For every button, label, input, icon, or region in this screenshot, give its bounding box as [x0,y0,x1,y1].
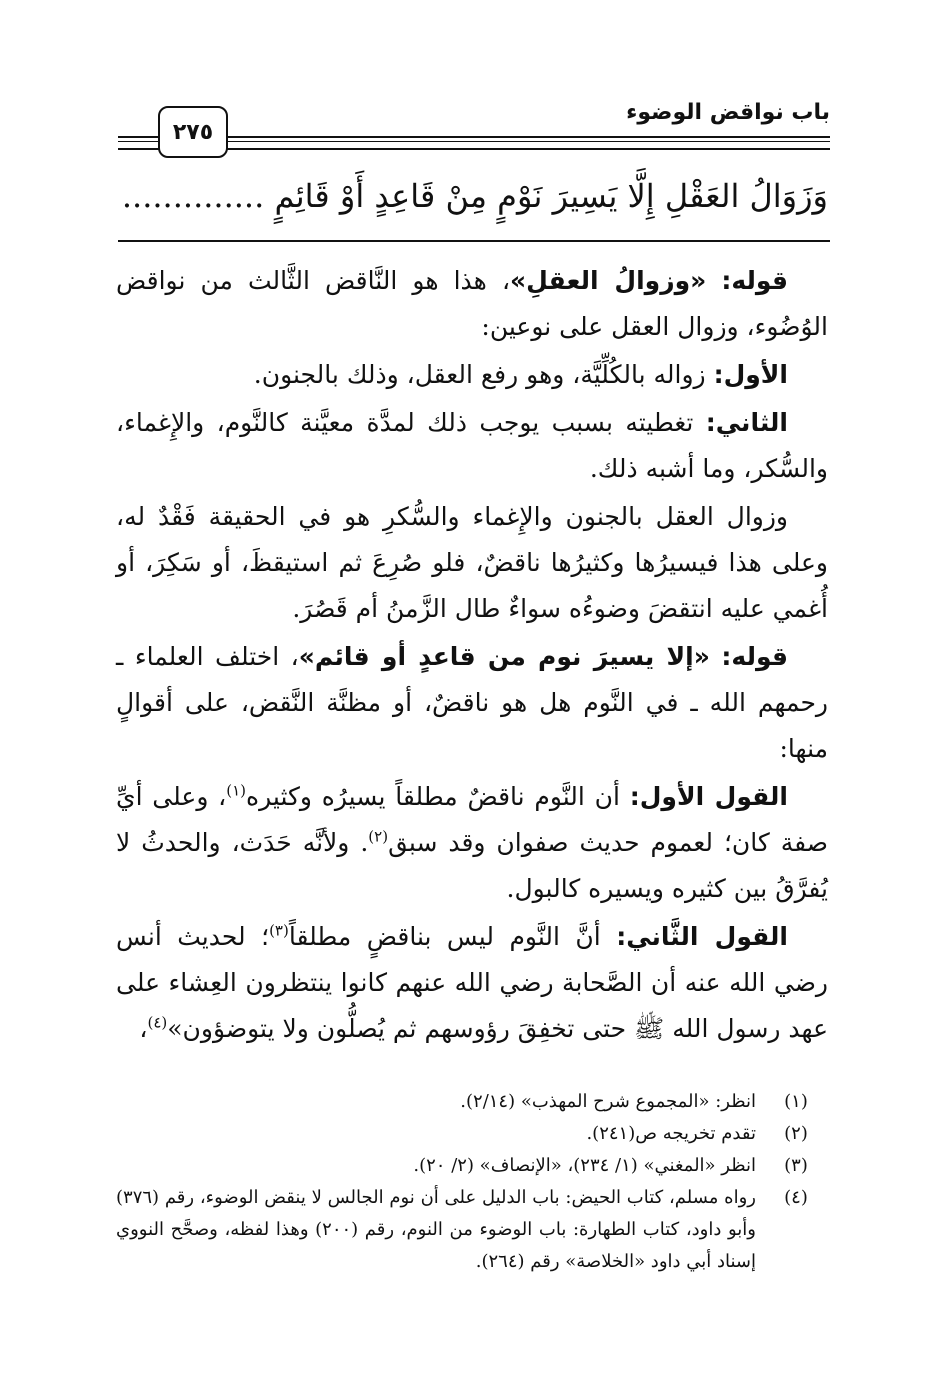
paragraph-label: القول الأول: [629,782,788,811]
quoted-matn: «وزوالُ العقلِ» [510,266,707,295]
paragraph [116,774,828,912]
paragraph [116,400,828,492]
paragraph-text: ، اختلف العلماء ـ رحمهم الله ـ في النَّوم هل هو ناقضٌ، أو مظنَّة النَّقض، على أقوالٍ منها: [116,642,828,763]
footnote [116,1118,828,1150]
paragraph-label: الثاني: [705,408,788,437]
footnote-text: تقدم تخريجه ص(٢٤١). [586,1123,756,1144]
page-header [118,96,830,156]
paragraph [116,914,828,1052]
chapter-title: باب نواقض الوضوء [618,100,830,125]
footnote-number: (٣) [784,1155,808,1176]
quoted-matn: «إلا يسيرَ نوم من قاعدٍ أو قائم» [298,642,710,671]
paragraph-text: أن النَّوم ناقضٌ مطلقاً يسيرُه وكثيره [246,782,630,811]
footnote-ref[interactable]: (٢) [368,827,389,846]
commentary-body [116,258,828,1054]
paragraph [116,352,828,398]
paragraph [116,634,828,772]
footnote-ref[interactable]: (٤) [147,1013,168,1032]
paragraph-text: وزوال العقل بالجنون والإِغماء والسُّكرِ هو في الحقيقة فَقْدٌ له، وعلى هذا فيسيرُها وكثيرُها ناقضٌ، فلو صُرِعَ ثم استيقظَ، أو سَكِرَ، أو أُغمي عليه انتقضَ وضوءُه سواءٌ طال الزَّمنُ أم قَصُرَ. [116,502,828,623]
paragraph-text: ؛ لحديث أنس رضي الله عنه أن الصَّحابة رضي الله عنهم كانوا ينتظرون العِشاء على عهد رسول الله ﷺ حتى تخفِقَ رؤوسهم ثم يُصلُّون ولا يتوضؤون» [116,922,828,1043]
footnote [116,1182,828,1278]
footnote-ref[interactable]: (٣) [269,921,289,940]
footnote-text: انظر: «المجموع شرح المهذب» (٢/١٤). [460,1091,756,1112]
footnote-text: انظر «المغني» (١/ ٢٣٤)، «الإنصاف» (٢/ ٢٠). [413,1155,756,1176]
footnote-ref[interactable]: (١) [226,781,247,800]
page-number: ٢٧٥ [158,106,228,158]
footnote-text: رواه مسلم، كتاب الحيض: باب الدليل على أن نوم الجالس لا ينقض الوضوء، رقم (٣٧٦) وأبو داود، كتاب الطهارة: باب الوضوء من النوم، رقم (٢٠٠) وهذا لفظه، وصحَّح النووي إسناد أبي داود «الخلاصة» رقم (٢٦٤). [116,1187,756,1272]
paragraph-label: قوله: [721,642,788,671]
footnote-number: (٤) [784,1187,808,1208]
footnote-number: (١) [784,1091,808,1112]
footnotes [116,1086,828,1278]
paragraph-text: ، وعلى أيِّ صفة كان؛ لعموم حديث صفوان وقد سبق [116,782,828,857]
paragraph-label: الأول: [713,360,788,389]
paragraph-text: زواله بالكُلِّيَّة، وهو رفع العقل، وذلك بالجنون. [253,360,714,389]
paragraph [116,494,828,632]
paragraph-label: القول الثَّاني: [616,922,788,951]
paragraph-text: تغطيته بسبب يوجب ذلك لمدَّة معيَّنة كالنَّوم، والإِغماء، والسُّكر، وما أشبه ذلك. [116,408,828,483]
paragraph-text: ، [139,1014,148,1043]
paragraph [116,258,828,350]
paragraph-label: قوله: [721,266,788,295]
footnote [116,1086,828,1118]
paragraph-text: ، هذا هو النَّاقض الثَّالث من نواقض الوُضُوء، وزوال العقل على نوعين: [116,266,828,341]
paragraph-text: أنَّ النَّوم ليس بناقضٍ مطلقاً [288,922,617,951]
footnote [116,1150,828,1182]
matn-text: وَزَوَالُ العَقْلِ إِلَّا يَسِيرَ نَوْمٍ مِنْ قَاعِدٍ أَوْ قَائِمٍ .............. [121,177,828,215]
footnote-number: (٢) [784,1123,808,1144]
paragraph-text: . ولأنَّه حَدَث، والحدثُ لا يُفرَّقُ بين كثيره ويسيره كالبول. [116,828,828,903]
matn-divider [118,240,830,242]
